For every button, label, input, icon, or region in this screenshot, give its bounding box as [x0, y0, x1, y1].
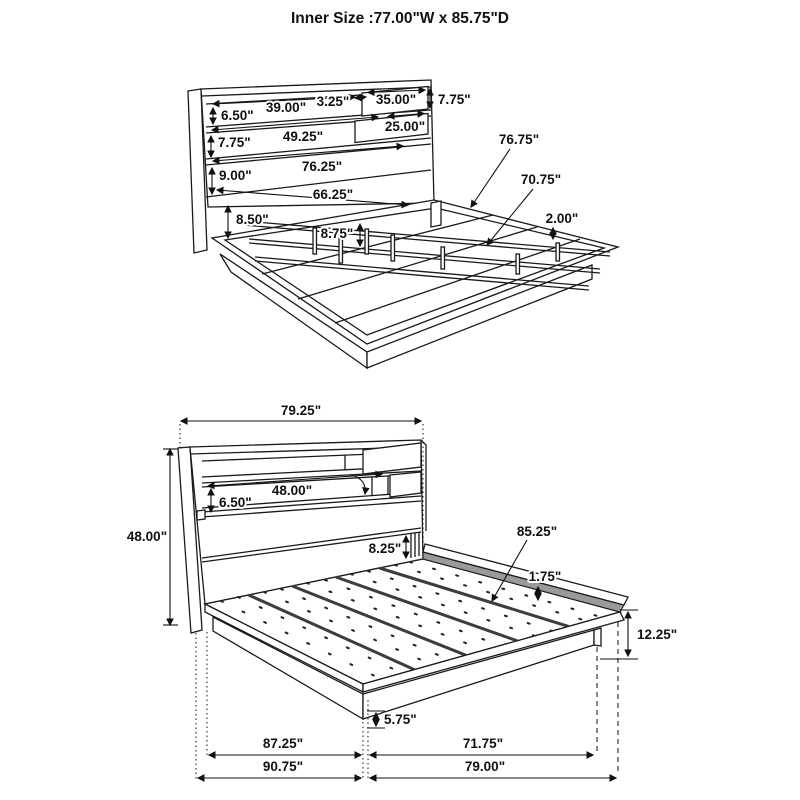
dim-shelf-opening-height: 6.50"	[219, 495, 252, 510]
dim-slat-length: 85.25"	[516, 524, 558, 539]
dim-support-leg-height: 8.75"	[320, 226, 354, 241]
dim-shelf-opening-width: 48.00"	[271, 483, 313, 498]
dim-shelf2-height: 7.75"	[218, 135, 251, 150]
dim-headboard-to-deck: 8.25"	[368, 541, 402, 556]
dim-center-rail-length: 70.75"	[520, 172, 562, 187]
inner-size-title: Inner Size :77.00"W x 85.75"D	[290, 10, 510, 27]
dim-cubby25-width: 25.00"	[384, 119, 426, 134]
dim-rail-lip: 1.75"	[528, 569, 562, 584]
dim-shelf1-height: 6.50"	[221, 108, 254, 123]
dim-shelf1-width: 39.00"	[265, 100, 307, 115]
dim-cubby35-width: 35.00"	[375, 92, 417, 107]
fv-door-lip	[197, 510, 205, 520]
fv-cubby2-right	[390, 472, 421, 497]
dim-headboard-width: 79.25"	[280, 403, 322, 418]
front-view	[127, 403, 677, 780]
dim-left-span-inner: 87.25"	[262, 736, 304, 751]
dim-base-inner-width: 66.25"	[312, 187, 354, 202]
fv-right-leg	[594, 628, 601, 646]
headboard-bracket	[431, 201, 441, 227]
dim-shelf3-width: 76.25"	[301, 159, 343, 174]
dim-left-span-outer: 90.75"	[262, 759, 304, 774]
dim-headboard-base-height: 8.50"	[236, 212, 269, 227]
dim-side-rail-length: 76.75"	[498, 132, 540, 147]
dim-shelf3-height: 9.00"	[219, 168, 252, 183]
dim-right-span-outer: 79.00"	[464, 759, 506, 774]
dim-right-span-inner: 71.75"	[462, 736, 504, 751]
dim-shelf-divider: 3.25"	[316, 94, 350, 109]
dim-top-row-height: 7.75"	[438, 92, 471, 107]
dim-rail-thickness: 2.00"	[545, 211, 579, 226]
dim-platform-height: 12.25"	[637, 627, 678, 642]
top-view	[188, 80, 618, 368]
dim-base-front-height: 5.75"	[384, 712, 417, 727]
dim-headboard-height: 48.00"	[126, 529, 168, 544]
dim-shelf2-width: 49.25"	[282, 129, 324, 144]
